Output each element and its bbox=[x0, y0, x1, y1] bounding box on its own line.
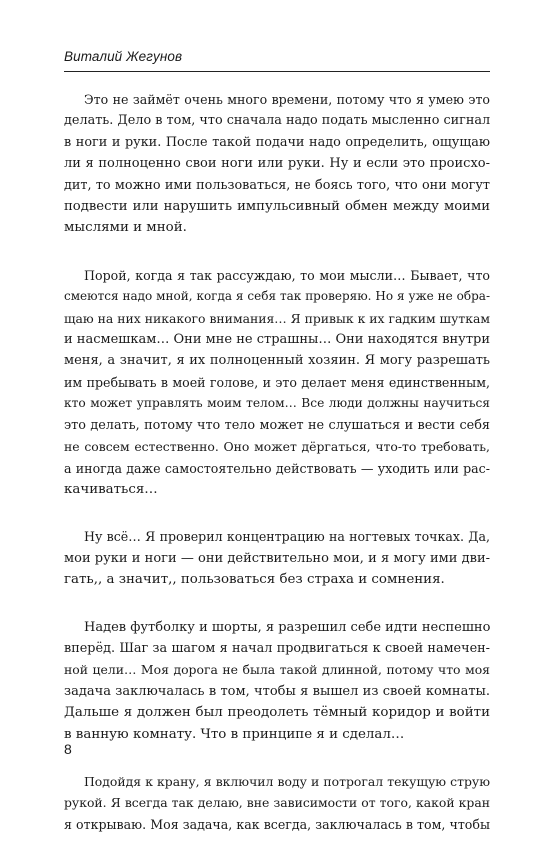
text-line: Порой, когда я так рассуждаю, то мои мысли… Бывает, что bbox=[84, 267, 490, 283]
text-line: Подойдя к крану, я включил воду и потрогал текущую струю bbox=[84, 773, 490, 789]
text-line: им пребывать в моей голове, и это делает меня единственным, bbox=[64, 374, 490, 390]
text-line: в ванную комнату. Что в принципе я и сделал… bbox=[64, 726, 405, 742]
text-line: Дальше я должен был преодолеть тёмный коридор и войти bbox=[64, 705, 490, 721]
paragraph bbox=[64, 89, 490, 239]
text-line: и насмешкам… Они мне не страшны… Они находятся внутри bbox=[64, 332, 491, 348]
text-line: щаю на них никакого внимания… Я привык к их гадким шуткам bbox=[64, 310, 490, 326]
running-header bbox=[64, 47, 490, 72]
author-name: Виталий Жегунов bbox=[64, 49, 183, 64]
text-line: Ну всё… Я проверил концентрацию на ногтевых точках. Да, bbox=[84, 529, 490, 545]
text-line: кто может управлять моим телом… Все люди должны научиться bbox=[64, 396, 490, 411]
text-line: гать,, а значит,, пользоваться без страха и сомнения. bbox=[64, 572, 445, 588]
text-line: мои руки и ноги — они действительно мои, и я могу ими дви- bbox=[64, 550, 490, 566]
text-line: ли я полноценно свои ноги или руки. Ну и если это происхо- bbox=[64, 156, 490, 172]
text-line: это делать, потому что тело может не слушаться и вести себя bbox=[64, 417, 490, 433]
text-line: задача заключалась в том, чтобы я вышел из своей комнаты. bbox=[64, 683, 490, 699]
text-line: качиваться… bbox=[64, 481, 158, 497]
paragraph bbox=[64, 526, 490, 590]
page-body bbox=[64, 89, 490, 861]
page-number: 8 bbox=[64, 741, 72, 757]
text-line: дит, то можно ими пользоваться, не боясь того, что они могут bbox=[64, 177, 490, 193]
text-line: делать. Дело в том, что сначала надо подать мысленно сигнал bbox=[64, 113, 491, 129]
paragraph bbox=[64, 771, 490, 835]
text-line: а иногда даже самостоятельно действовать — уходить или рас- bbox=[64, 460, 490, 476]
text-line: подвести или нарушить импульсивный обмен между моими bbox=[64, 199, 490, 215]
text-line: Это не займёт очень много времени, потому что я умею это bbox=[84, 92, 490, 107]
text-line: Надев футболку и шорты, я разрешил себе идти неспешно bbox=[84, 619, 491, 635]
text-line: рукой. Я всегда так делаю, вне зависимости от того, какой кран bbox=[64, 795, 490, 811]
text-line: я открываю. Моя задача, как всегда, заключалась в том, чтобы bbox=[64, 816, 490, 832]
text-line: ной цели… Моя дорога не была такой длинной, потому что моя bbox=[64, 662, 490, 678]
text-line: мыслями и мной. bbox=[64, 220, 187, 236]
text-line: не совсем естественно. Оно может дёргаться, что-то требовать, bbox=[64, 439, 490, 455]
text-line: вперёд. Шаг за шагом я начал продвигаться к своей намечен- bbox=[64, 640, 490, 656]
paragraph bbox=[64, 265, 490, 500]
text-line: смеются надо мной, когда я себя так проверяю. Но я уже не обра- bbox=[64, 289, 490, 304]
text-line: меня, а значит, я их полноценный хозяин. Я могу разрешать bbox=[64, 353, 490, 369]
text-line: в ноги и руки. После такой подачи надо определить, ощущаю bbox=[64, 134, 490, 150]
paragraph bbox=[64, 617, 490, 745]
